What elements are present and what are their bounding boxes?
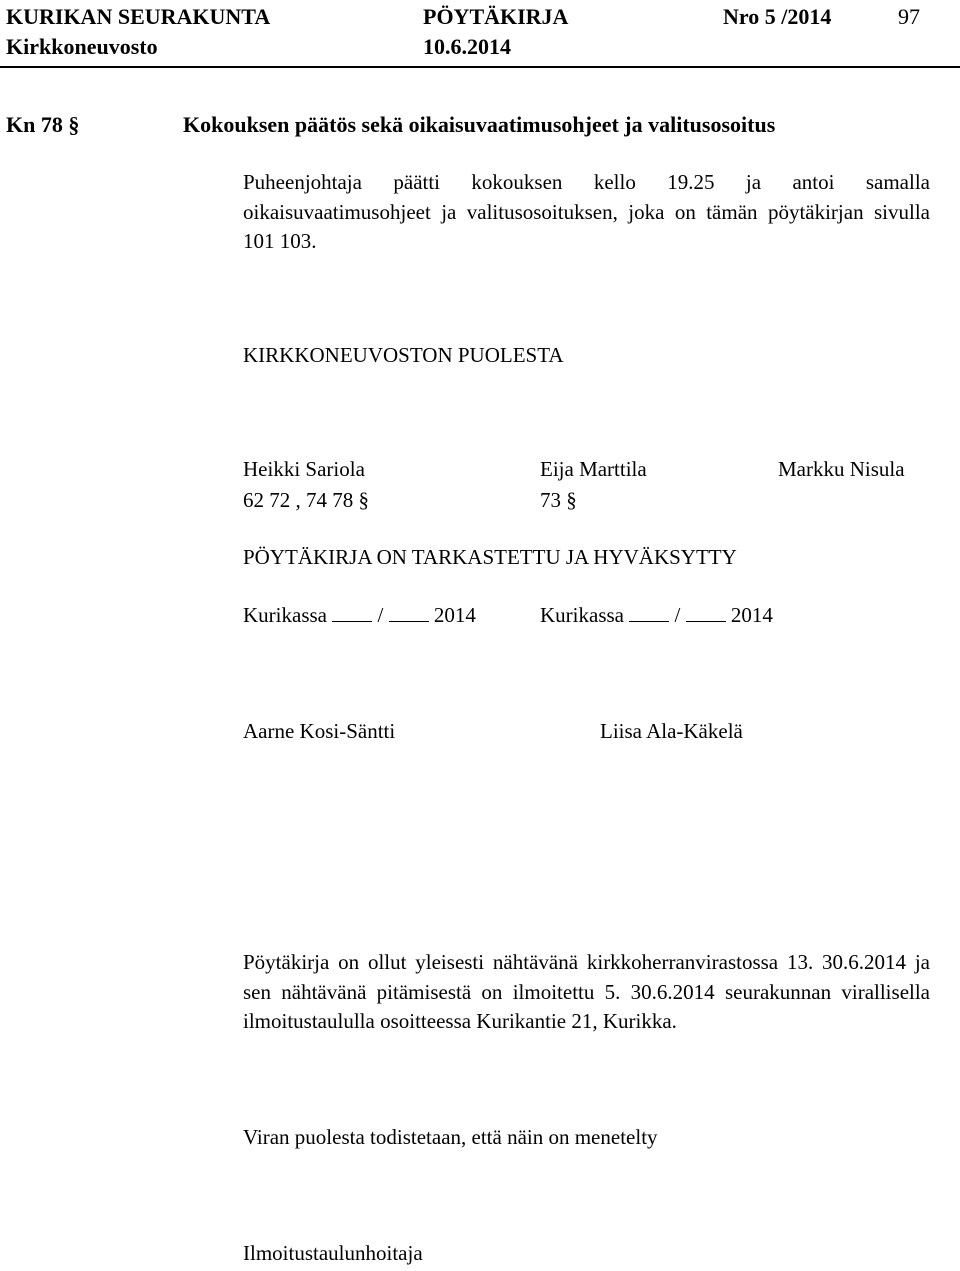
header-divider xyxy=(0,66,960,68)
review-date-line-2: Kurikassa / 2014 xyxy=(540,603,773,627)
blank-month xyxy=(389,603,429,622)
section-heading-id xyxy=(6,112,79,138)
decision-paragraph: Puheenjohtaja päätti kokouksen kello 19.25 ja antoi samalla oikaisuvaatimusohjeet ja valitusosoituksen, joka on tämän pöytäkirjan sivulla 101 103. xyxy=(243,170,930,253)
org-name: KURIKAN SEURAKUNTA xyxy=(6,4,271,29)
reviewer-name-2: Liisa Ala-Käkelä xyxy=(600,719,743,743)
review-date-line-1: Kurikassa / 2014 xyxy=(243,603,476,627)
review-heading: PÖYTÄKIRJA ON TARKASTETTU JA HYVÄKSYTTY xyxy=(243,545,737,569)
blank-month xyxy=(686,603,726,622)
signer-name-1: Heikki Sariola xyxy=(243,457,365,481)
blank-day xyxy=(332,603,372,622)
notice-paragraph: Pöytäkirja on ollut yleisesti nähtävänä kirkkoherranvirastossa 13. 30.6.2014 ja sen nähtävänä pitämisestä on ilmoitettu 5. 30.6.2014 seurakunnan virallisella ilmoitustaululla osoitteessa Kurikantie 21, Kurikka. xyxy=(243,950,930,1033)
on-behalf-label: KIRKKONEUVOSTON PUOLESTA xyxy=(243,343,564,367)
certification-text: Viran puolesta todistetaan, että näin on menetelty xyxy=(243,1125,658,1149)
signer-sections-2: 73 § xyxy=(540,488,577,512)
meeting-date: 10.6.2014 xyxy=(423,34,511,59)
signer-sections-1: 62 72 , 74 78 § xyxy=(243,488,369,512)
signer-name-2: Eija Marttila xyxy=(540,457,647,481)
blank-day xyxy=(629,603,669,622)
page-number: 97 xyxy=(898,4,920,29)
signer-title: Ilmoitustaulunhoitaja xyxy=(243,1241,423,1265)
meeting-body: Kirkkoneuvosto xyxy=(6,34,158,59)
doc-number: Nro 5 /2014 xyxy=(723,4,832,29)
signer-name-3: Markku Nisula xyxy=(778,457,905,481)
doc-type: PÖYTÄKIRJA xyxy=(423,4,569,29)
section-title: Kokouksen päätös sekä oikaisuvaatimusohjeet ja valitusosoitus xyxy=(183,112,776,137)
reviewer-name-1: Aarne Kosi-Säntti xyxy=(243,719,396,743)
section-id: Kn 78 xyxy=(6,112,63,137)
section-symbol: § xyxy=(68,112,80,137)
